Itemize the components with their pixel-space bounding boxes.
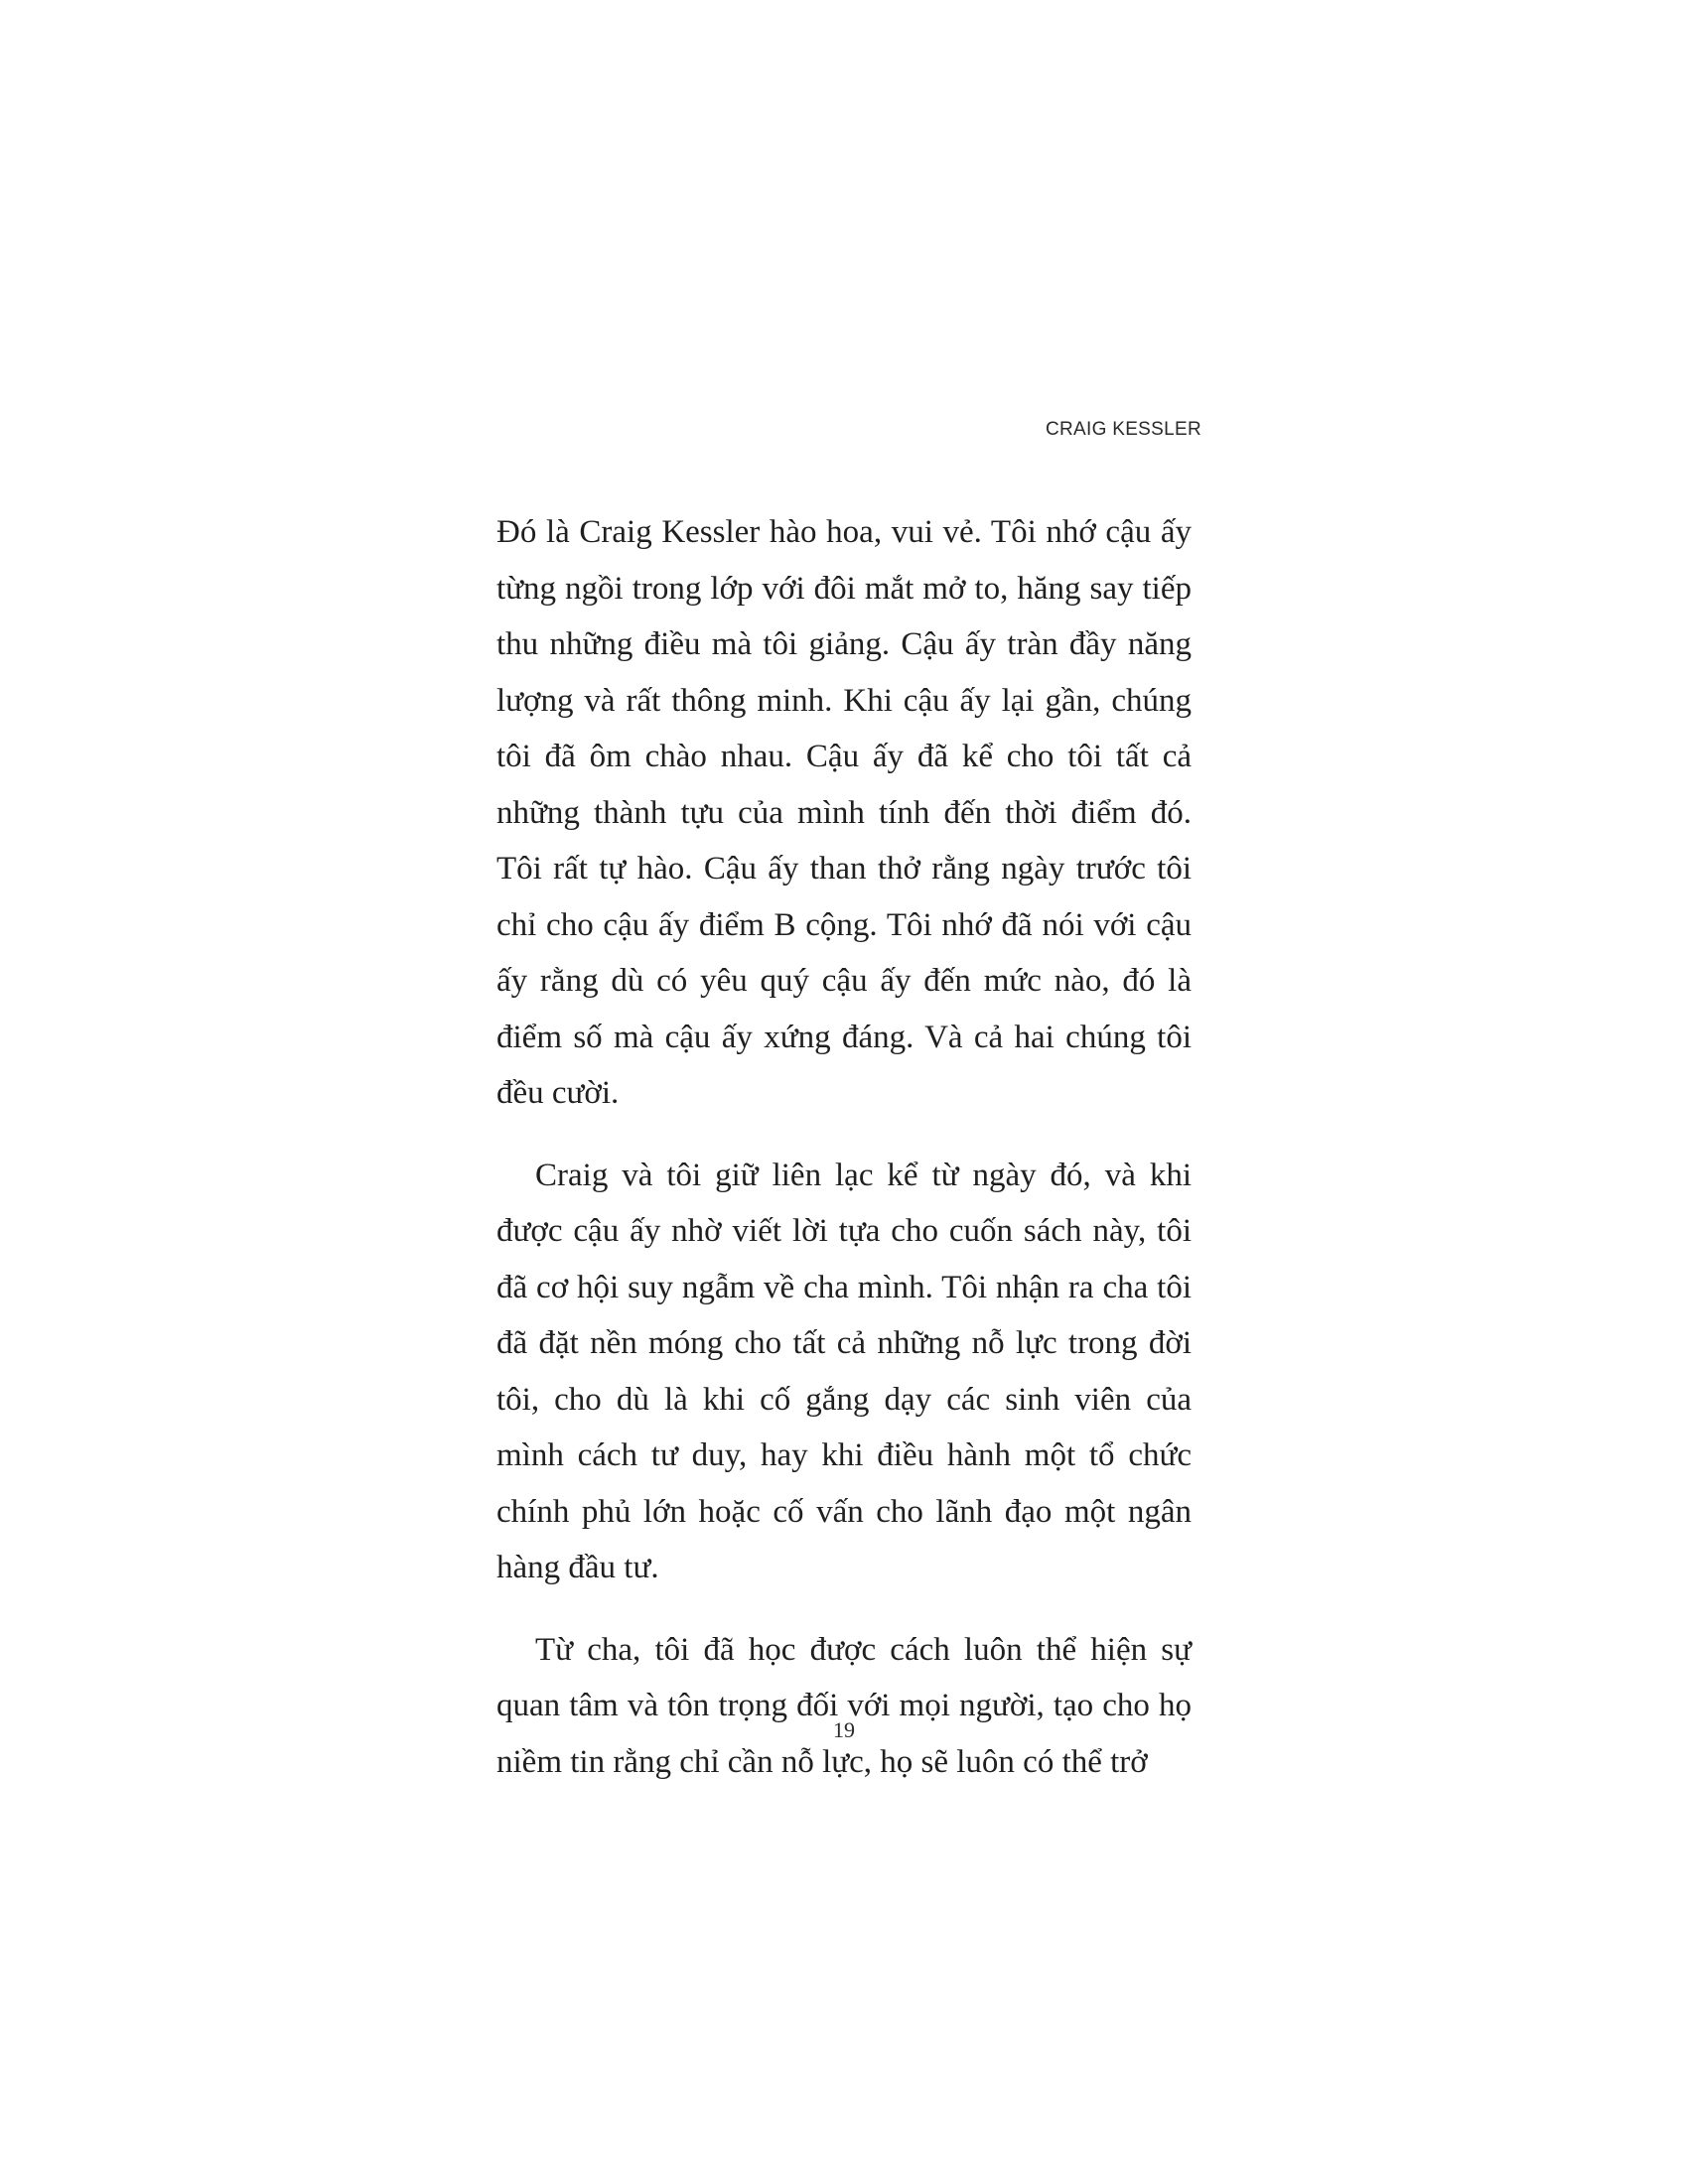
page-number: 19 (833, 1717, 855, 1742)
paragraph-3: Từ cha, tôi đã học được cách luôn thể hiện sự quan tâm và tôn trọng đối với mọi người, tạo cho họ niềm tin rằng chỉ cần nỗ lực, họ sẽ luôn có thể trở (496, 1631, 1192, 1780)
paragraph-1: Đó là Craig Kessler hào hoa, vui vẻ. Tôi nhớ cậu ấy từng ngồi trong lớp với đôi mắt mở to, hăng say tiếp thu những điều mà tôi giảng. Cậu ấy tràn đầy năng lượng và rất thông minh. Khi cậu ấy lại gần, chúng tôi đã ôm chào nhau. Cậu ấy đã kể cho tôi tất cả những thành tựu của mình tính đến thời điểm đó. Tôi rất tự hào. Cậu ấy than thở rằng ngày trước tôi chỉ cho cậu ấy điểm B cộng. Tôi nhớ đã nói với cậu ấy rằng dù có yêu quý cậu ấy đến mức nào, đó là điểm số mà cậu ấy xứng đáng. Và cả hai chúng tôi đều cười. (496, 514, 1192, 1111)
running-head: CRAIG KESSLER (1045, 419, 1201, 440)
body-text (496, 504, 1192, 1816)
paragraph-2: Craig và tôi giữ liên lạc kể từ ngày đó, và khi được cậu ấy nhờ viết lời tựa cho cuốn sách này, tôi đã cơ hội suy ngẫm về cha mình. Tôi nhận ra cha tôi đã đặt nền móng cho tất cả những nỗ lực trong đời tôi, cho dù là khi cố gắng dạy các sinh viên của mình cách tư duy, hay khi điều hành một tổ chức chính phủ lớn hoặc cố vấn cho lãnh đạo một ngân hàng đầu tư. (496, 1157, 1192, 1585)
